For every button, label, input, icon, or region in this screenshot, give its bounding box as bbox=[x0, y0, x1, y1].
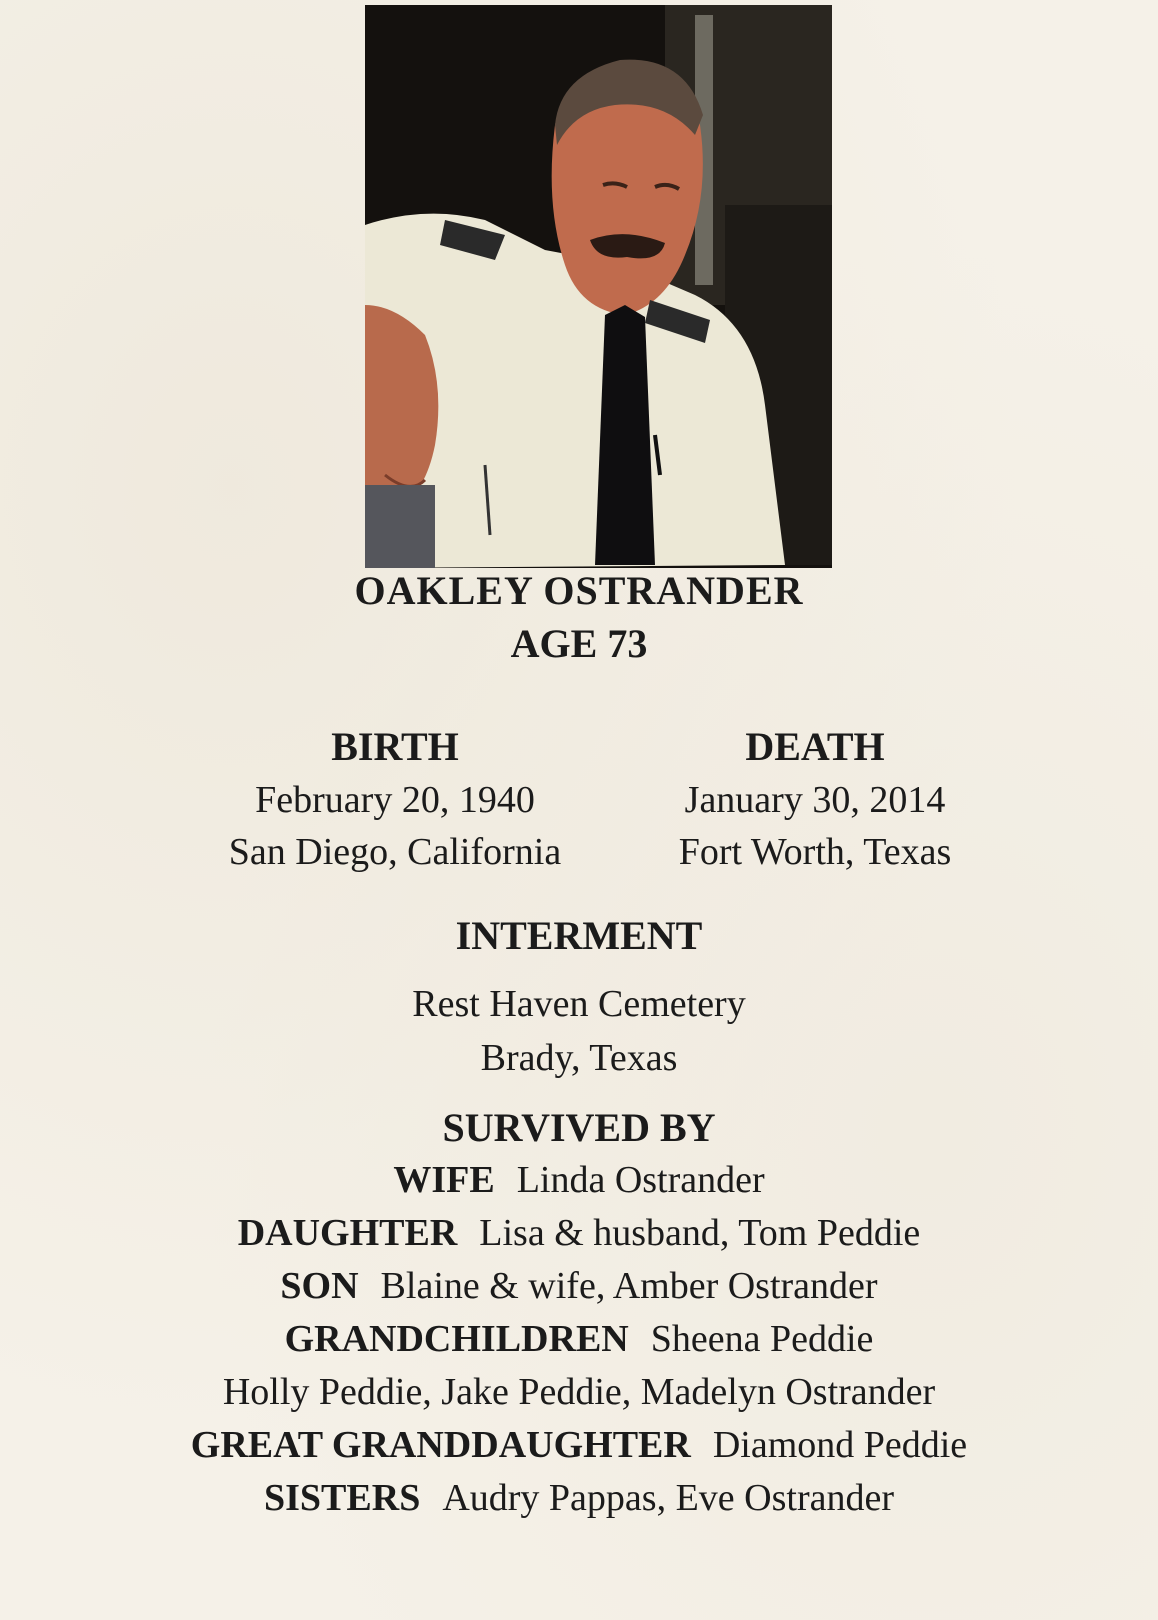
death-place: Fort Worth, Texas bbox=[678, 831, 952, 873]
birth-date: February 20, 1940 bbox=[255, 779, 535, 821]
relation-label: WIFE bbox=[393, 1159, 495, 1201]
relation-label: DAUGHTER bbox=[237, 1212, 458, 1254]
portrait-photo bbox=[365, 5, 832, 568]
birth-place: San Diego, California bbox=[228, 831, 562, 873]
cemetery-name: Rest Haven Cemetery bbox=[412, 983, 746, 1025]
survivor-son bbox=[0, 1264, 1158, 1308]
survivor-grandchildren-continued: Holly Peddie, Jake Peddie, Madelyn Ostrander bbox=[222, 1371, 936, 1413]
birth-heading: BIRTH bbox=[331, 724, 459, 769]
relation-label: SISTERS bbox=[264, 1477, 421, 1519]
survivor-names: Lisa & husband, Tom Peddie bbox=[479, 1212, 921, 1254]
death-heading: DEATH bbox=[745, 724, 885, 769]
survivor-wife bbox=[0, 1158, 1158, 1202]
survivor-names: Sheena Peddie bbox=[650, 1318, 874, 1360]
survivor-great-granddaughter bbox=[0, 1423, 1158, 1467]
survivor-names: Blaine & wife, Amber Ostrander bbox=[380, 1265, 878, 1307]
survivor-grandchildren bbox=[0, 1317, 1158, 1361]
relation-label: GREAT GRANDDAUGHTER bbox=[190, 1424, 691, 1466]
relation-label: SON bbox=[280, 1265, 359, 1307]
pilot-portrait-illustration bbox=[365, 5, 832, 568]
survivor-names: Audry Pappas, Eve Ostrander bbox=[442, 1477, 894, 1519]
relation-label: GRANDCHILDREN bbox=[284, 1318, 629, 1360]
survivor-daughter bbox=[0, 1211, 1158, 1255]
deceased-age: AGE 73 bbox=[510, 621, 648, 666]
survivor-names: Linda Ostrander bbox=[516, 1159, 765, 1201]
interment-heading: INTERMENT bbox=[455, 913, 703, 958]
death-date: January 30, 2014 bbox=[684, 779, 946, 821]
survivor-sisters bbox=[0, 1476, 1158, 1520]
survived-by-heading: SURVIVED BY bbox=[442, 1105, 716, 1150]
deceased-name: OAKLEY OSTRANDER bbox=[354, 568, 804, 613]
survivor-names: Diamond Peddie bbox=[712, 1424, 968, 1466]
cemetery-location: Brady, Texas bbox=[480, 1037, 678, 1079]
